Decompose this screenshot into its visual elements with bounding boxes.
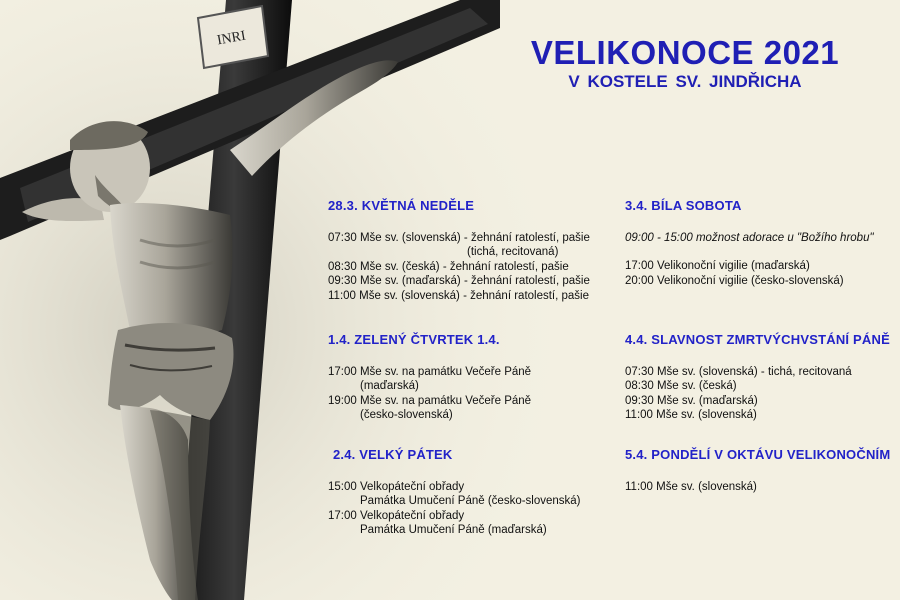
section-heading: 1.4. ZELENÝ ČTVRTEK 1.4. xyxy=(328,332,500,347)
schedule-line: (tichá, recitovaná) xyxy=(467,246,559,258)
schedule-line: (česko-slovenská) xyxy=(360,409,453,421)
section-good-friday xyxy=(328,448,581,538)
schedule-line: 15:00 Velkopáteční obřady xyxy=(328,480,465,493)
section-palm-sunday xyxy=(328,199,590,303)
schedule-line: 17:00 Velikonoční vigilie (maďarská) xyxy=(625,260,810,272)
section-easter-sunday xyxy=(625,333,890,423)
svg-text:INRI: INRI xyxy=(215,28,247,49)
page-subtitle: V KOSTELE SV. JINDŘICHA xyxy=(568,72,802,91)
schedule-line: 20:00 Velikonoční vigilie (česko-slovenská) xyxy=(625,274,844,287)
schedule-line: 17:00 Velkopáteční obřady xyxy=(328,509,465,522)
page-title: VELIKONOCE 2021 xyxy=(530,34,840,71)
schedule-line: 17:00 Mše sv. na památku Večeře Páně xyxy=(328,365,532,378)
section-holy-saturday xyxy=(625,199,874,288)
schedule-line: 19:00 Mše sv. na památku Večeře Páně xyxy=(328,394,532,407)
schedule-line: 07:30 Mše sv. (slovenská) - tichá, recitovaná xyxy=(625,365,852,378)
schedule-line: (maďarská) xyxy=(360,380,419,392)
schedule-line: 08:30 Mše sv. (česká) xyxy=(625,380,737,392)
schedule-line: 09:00 - 15:00 možnost adorace u "Božího hrobu" xyxy=(625,231,874,244)
section-heading: 5.4. PONDĚLÍ V OKTÁVU VELIKONOČNÍM xyxy=(625,447,891,462)
schedule-line: Památka Umučení Páně (maďarská) xyxy=(360,524,547,536)
schedule-line: 11:00 Mše sv. (slovenská) - žehnání ratolestí, pašie xyxy=(328,289,590,302)
corpus-torso xyxy=(110,203,232,337)
schedule-line: 09:30 Mše sv. (maďarská) - žehnání ratolestí, pašie xyxy=(328,275,590,287)
schedule-line: 11:00 Mše sv. (slovenská) xyxy=(625,480,757,493)
schedule-line: 09:30 Mše sv. (maďarská) xyxy=(625,394,758,407)
schedule-line: Památka Umučení Páně (česko-slovenská) xyxy=(360,495,581,507)
section-easter-monday xyxy=(625,448,890,494)
schedule-line: 08:30 Mše sv. (česká) - žehnání ratolestí, pašie xyxy=(328,260,569,273)
section-heading: 2.4. VELKÝ PÁTEK xyxy=(333,447,453,462)
section-maundy-thursday xyxy=(328,333,531,423)
inri-sign xyxy=(198,6,268,68)
schedule-line: 11:00 Mše sv. (slovenská) xyxy=(625,409,757,421)
section-heading: 28.3. KVĚTNÁ NEDĚLE xyxy=(328,198,475,213)
section-heading: 3.4. BÍLA SOBOTA xyxy=(625,198,742,213)
schedule-line: 07:30 Mše sv. (slovenská) - žehnání ratolestí, pašie xyxy=(328,231,590,244)
section-heading: 4.4. SLAVNOST ZMRTVÝCHVSTÁNÍ PÁNĚ xyxy=(625,332,890,347)
